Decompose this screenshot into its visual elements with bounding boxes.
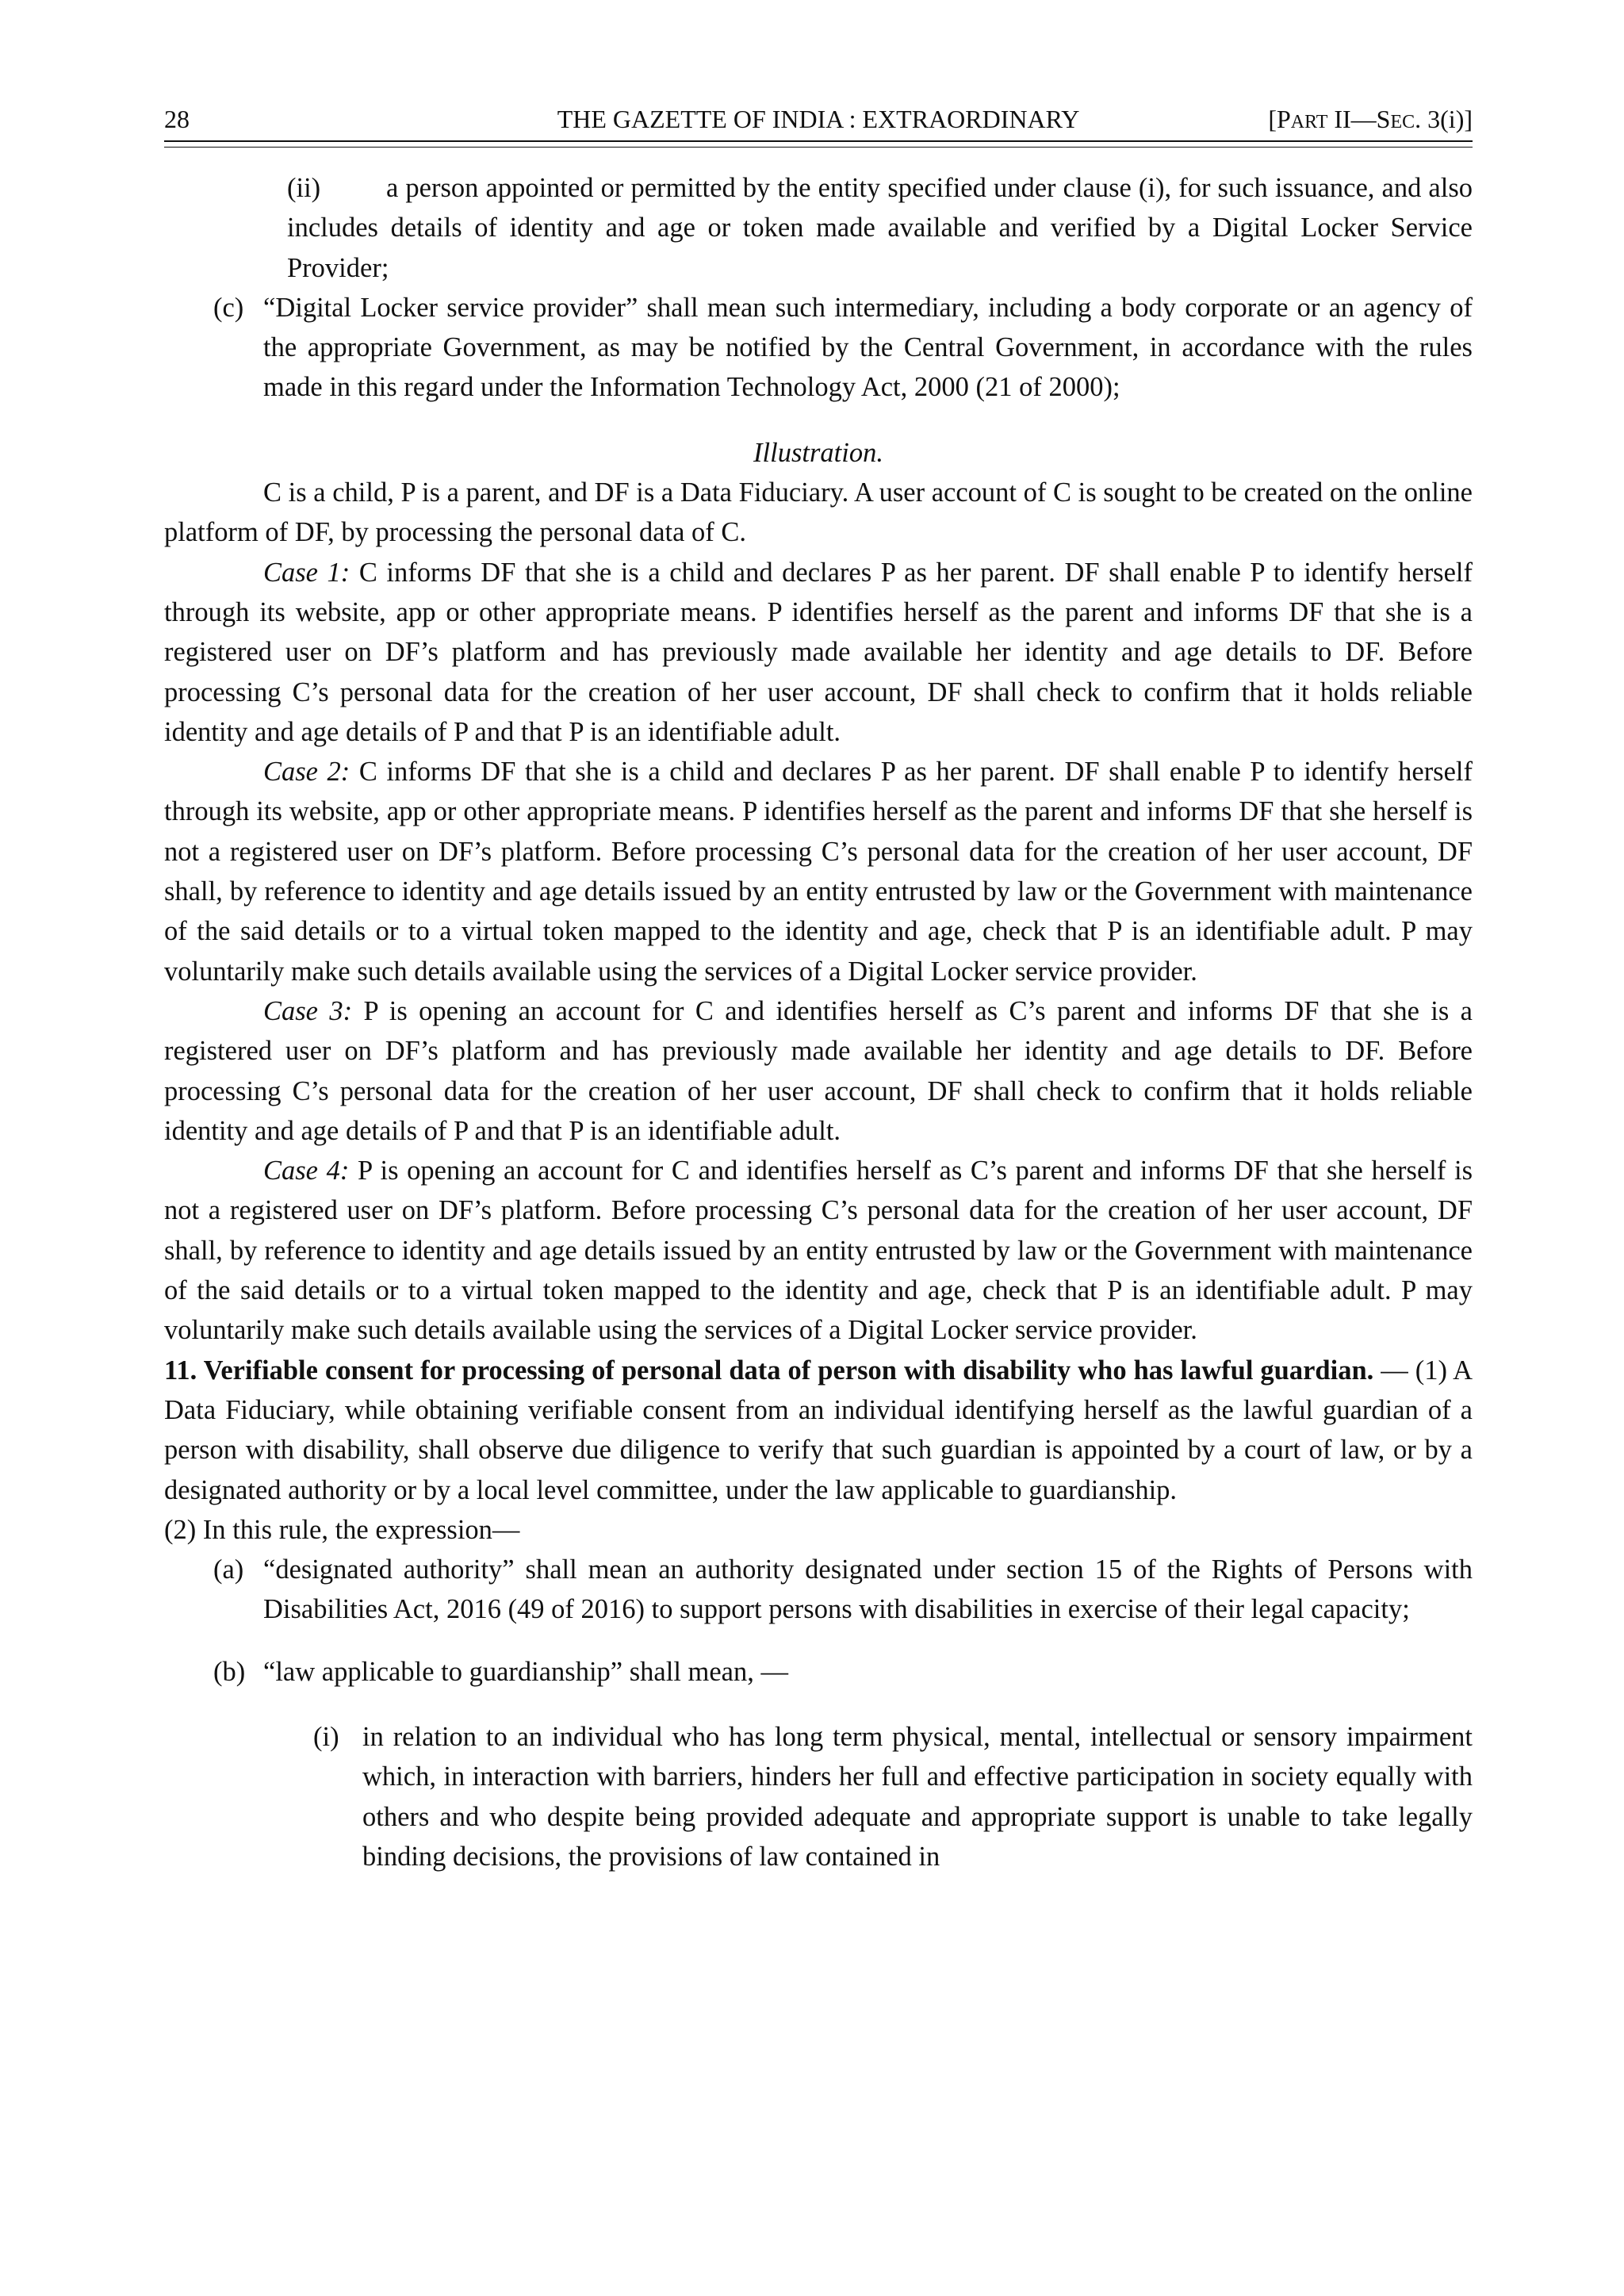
header-rule (164, 140, 1473, 148)
clause-ii-text: a person appointed or permitted by the entity specified under clause (i), for such issuance, and also includes details of identity and age or token made available and verified by a Digital Locker Service Provider; (287, 173, 1473, 283)
part-label-e: . 3(i)] (1415, 105, 1473, 133)
case-2-text: C informs DF that she is a child and declares P as her parent. DF shall enable P to identify herself through its website, app or other appropriate means. P identifies herself as the parent and informs DF that she herself is not a registered user on DF’s platform. Before processing C’s personal data for the creation of her user account, DF shall, by reference to identity and age details issued by an entity entrusted by law or the Government with maintenance of the said details or to a virtual token mapped to the identity and age, check that P is an identifiable adult. P may voluntarily make such details available using the services of a Digital Locker service provider. (164, 757, 1473, 987)
part-label-c: II—S (1327, 105, 1391, 133)
part-label-a: [P (1268, 105, 1291, 133)
part-section-label (1268, 102, 1473, 140)
clause-b-text: “law applicable to guardianship” shall mean, — (263, 1656, 788, 1687)
rule-11 (164, 1351, 1473, 1510)
clause-c-text: “Digital Locker service provider” shall mean such intermediary, including a body corporate or an agency of the appropriate Government, as may be notified by the Central Government, in accordance with the rules made in this regard under the Information Technology Act, 2000 (21 of 2000); (263, 292, 1473, 403)
page-number: 28 (164, 105, 190, 133)
rule-11-text: — (1) A Data Fiduciary, while obtaining verifiable consent from an individual identifying herself as the lawful guardian of a person with disability, shall observe due diligence to verify that such guardian is appointed by a court of law, or by a designated authority or by a local level committee, under the law applicable to guardianship. (164, 1355, 1473, 1505)
case-1-text: C informs DF that she is a child and declares P as her parent. DF shall enable P to identify herself through its website, app or other appropriate means. P identifies herself as the parent and informs DF that she is a registered user on DF’s platform and has previously made available her identity and age details to DF. Before processing C’s personal data for the creation of her user account, DF shall check to confirm that it holds reliable identity and age details of P and that P is an identifiable adult. (164, 557, 1473, 747)
clause-a-label: (a) (213, 1554, 244, 1585)
case-4-text: P is opening an account for C and identifies herself as C’s parent and informs DF that she herself is not a registered user on DF’s platform. Before processing C’s personal data for the creation of her user account, DF shall, by reference to identity and age details issued by an entity entrusted by law or the Government with maintenance of the said details or to a virtual token mapped to the identity and age, check that P is an identifiable adult. P may voluntarily make such details available using the services of a Digital Locker service provider. (164, 1156, 1473, 1346)
clause-a (164, 1550, 1473, 1630)
case-1 (164, 553, 1473, 752)
part-label-b: ART (1290, 112, 1328, 132)
clause-ii (164, 168, 1473, 288)
document-body (164, 168, 1473, 1876)
clause-a-text: “designated authority” shall mean an authority designated under section 15 of the Rights of Persons with Disabilities Act, 2016 (49 of 2016) to support persons with disabilities in exercise of their legal capacity; (263, 1554, 1473, 1625)
clause-i-label: (i) (313, 1721, 339, 1752)
clause-b (164, 1652, 1473, 1692)
illustration-intro: C is a child, P is a parent, and DF is a Data Fiduciary. A user account of C is sought to be created on the online platform of DF, by processing the personal data of C. (164, 477, 1473, 548)
case-4-label: Case 4: (263, 1156, 350, 1186)
illustration-heading: Illustration. (753, 437, 883, 468)
clause-c (164, 288, 1473, 408)
clause-i (164, 1717, 1473, 1876)
page-header (164, 102, 1473, 141)
gazette-title: THE GAZETTE OF INDIA : EXTRAORDINARY (557, 105, 1080, 133)
case-3-text: P is opening an account for C and identifies herself as C’s parent and informs DF that she is a registered user on DF’s platform and has previously made available her identity and age details to DF. Before processing C’s personal data for the creation of her user account, DF shall check to confirm that it holds reliable identity and age details of P and that P is an identifiable adult. (164, 995, 1473, 1146)
clause-ii-label: (ii) (287, 173, 321, 203)
clause-b-label: (b) (213, 1656, 246, 1687)
clause-c-label: (c) (213, 292, 244, 323)
case-3 (164, 991, 1473, 1151)
rule-11-heading: 11. Verifiable consent for processing of personal data of person with disability who has lawful guardian. (164, 1355, 1374, 1386)
case-2 (164, 752, 1473, 991)
part-label-d: EC (1390, 112, 1415, 132)
case-3-label: Case 3: (263, 995, 353, 1026)
case-4 (164, 1151, 1473, 1350)
rule-11-sub-2: (2) In this rule, the expression— (164, 1514, 520, 1545)
case-1-label: Case 1: (263, 557, 350, 588)
clause-i-text: in relation to an individual who has long term physical, mental, intellectual or sensory impairment which, in interaction with barriers, hinders her full and effective participation in society equally with others and who despite being provided adequate and appropriate support is unable to take legally binding decisions, the provisions of law contained in (362, 1721, 1473, 1872)
case-2-label: Case 2: (263, 757, 350, 788)
